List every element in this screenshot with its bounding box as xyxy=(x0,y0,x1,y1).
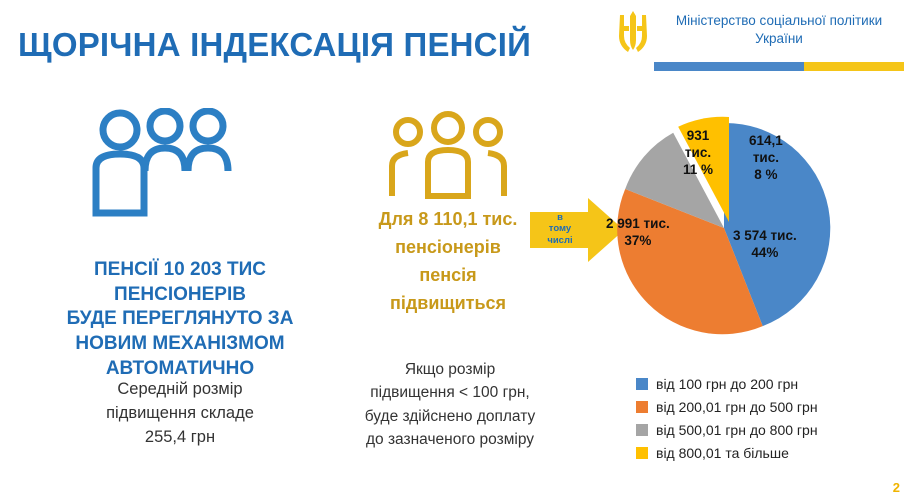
pension-increase-pie-chart xyxy=(600,108,900,363)
pie-label-3-value-a: 614,1 xyxy=(749,133,783,148)
left-subtext-line3: 255,4 грн xyxy=(144,427,216,446)
pie-label-0-percent: 44% xyxy=(751,244,779,260)
left-headline-line1: ПЕНСІЇ 10 203 ТИС xyxy=(94,259,266,280)
legend-label-1: від 200,01 грн до 500 грн xyxy=(656,398,818,415)
left-headline-line4: НОВИМ МЕХАНІЗМОМ xyxy=(75,333,285,355)
page-number: 2 xyxy=(892,480,900,495)
three-people-blue-icon xyxy=(82,108,272,218)
middle-subtext xyxy=(330,358,570,451)
left-headline-line2: ПЕНСІОНЕРІВ xyxy=(114,283,246,305)
arrow-label-line2: тому xyxy=(548,223,572,235)
pie-label-1 xyxy=(606,216,670,250)
ministry-bar-yellow xyxy=(804,62,904,71)
chart-legend xyxy=(636,372,906,464)
arrow-label-line1: в xyxy=(557,212,563,223)
pie-label-2-value-b: тис. xyxy=(684,144,712,160)
middle-subtext-line1: Якщо розмір xyxy=(404,361,496,378)
legend-swatch-1 xyxy=(636,401,648,413)
three-people-gold-icon xyxy=(388,108,508,200)
left-subtext-line2: підвищення складе xyxy=(106,403,254,422)
pie-label-0-value: 3 574 тис. xyxy=(733,228,797,243)
page-title: ЩОРІЧНА ІНДЕКСАЦІЯ ПЕНСІЙ xyxy=(18,26,532,63)
pie-label-1-value: 2 991 тис. xyxy=(606,216,670,231)
ministry-name-line2: України xyxy=(755,31,803,47)
legend-label-2: від 500,01 грн до 800 грн xyxy=(656,421,818,438)
legend-swatch-2 xyxy=(636,424,648,436)
pie-label-1-percent: 37% xyxy=(624,232,652,248)
left-headline xyxy=(30,258,330,381)
ministry-name-line1: Міністерство соціальної політики xyxy=(675,13,883,28)
arrow-label-line3: числі xyxy=(547,234,573,246)
pie-label-3-percent: 8 % xyxy=(754,166,778,182)
middle-headline xyxy=(338,206,558,318)
ministry-bar-blue xyxy=(654,62,804,71)
ministry-branding xyxy=(608,8,904,80)
left-headline-line3: БУДЕ ПЕРЕГЛЯНУТО ЗА xyxy=(66,308,294,330)
left-subtext-line1: Середній розмір xyxy=(117,380,243,398)
middle-subtext-line3: буде здійснено доплату xyxy=(364,407,536,425)
middle-headline-line1: Для 8 110,1 тис. xyxy=(378,209,518,229)
legend-item-3 xyxy=(636,441,906,464)
ukraine-trident-icon xyxy=(616,10,650,56)
middle-headline-line2: пенсіонерів xyxy=(395,236,501,257)
ministry-color-bar xyxy=(654,62,904,71)
legend-item-0 xyxy=(636,372,906,395)
middle-headline-line3: пенсія xyxy=(419,264,477,285)
left-subtext xyxy=(30,378,330,450)
pie-label-3-value-b: тис. xyxy=(752,149,779,165)
ministry-name xyxy=(654,12,904,48)
middle-subtext-line2: підвищення < 100 грн, xyxy=(370,384,530,402)
middle-subtext-line4: до зазначеного розміру xyxy=(365,430,535,448)
legend-swatch-3 xyxy=(636,447,648,459)
pie-label-2-percent: 11 % xyxy=(683,161,714,177)
legend-label-0: від 100 грн до 200 грн xyxy=(656,375,799,392)
legend-item-1 xyxy=(636,395,906,418)
pie-label-2-value-a: 931 xyxy=(686,128,710,143)
pie-label-3 xyxy=(749,133,783,184)
pie-label-2 xyxy=(683,128,713,179)
middle-headline-line4: підвищиться xyxy=(389,292,507,313)
pie-label-0 xyxy=(733,228,797,262)
arrow-label xyxy=(538,212,582,246)
left-headline-line5: АВТОМАТИЧНО xyxy=(105,357,255,379)
legend-swatch-0 xyxy=(636,378,648,390)
legend-label-3: від 800,01 та більше xyxy=(656,444,789,461)
legend-item-2 xyxy=(636,418,906,441)
